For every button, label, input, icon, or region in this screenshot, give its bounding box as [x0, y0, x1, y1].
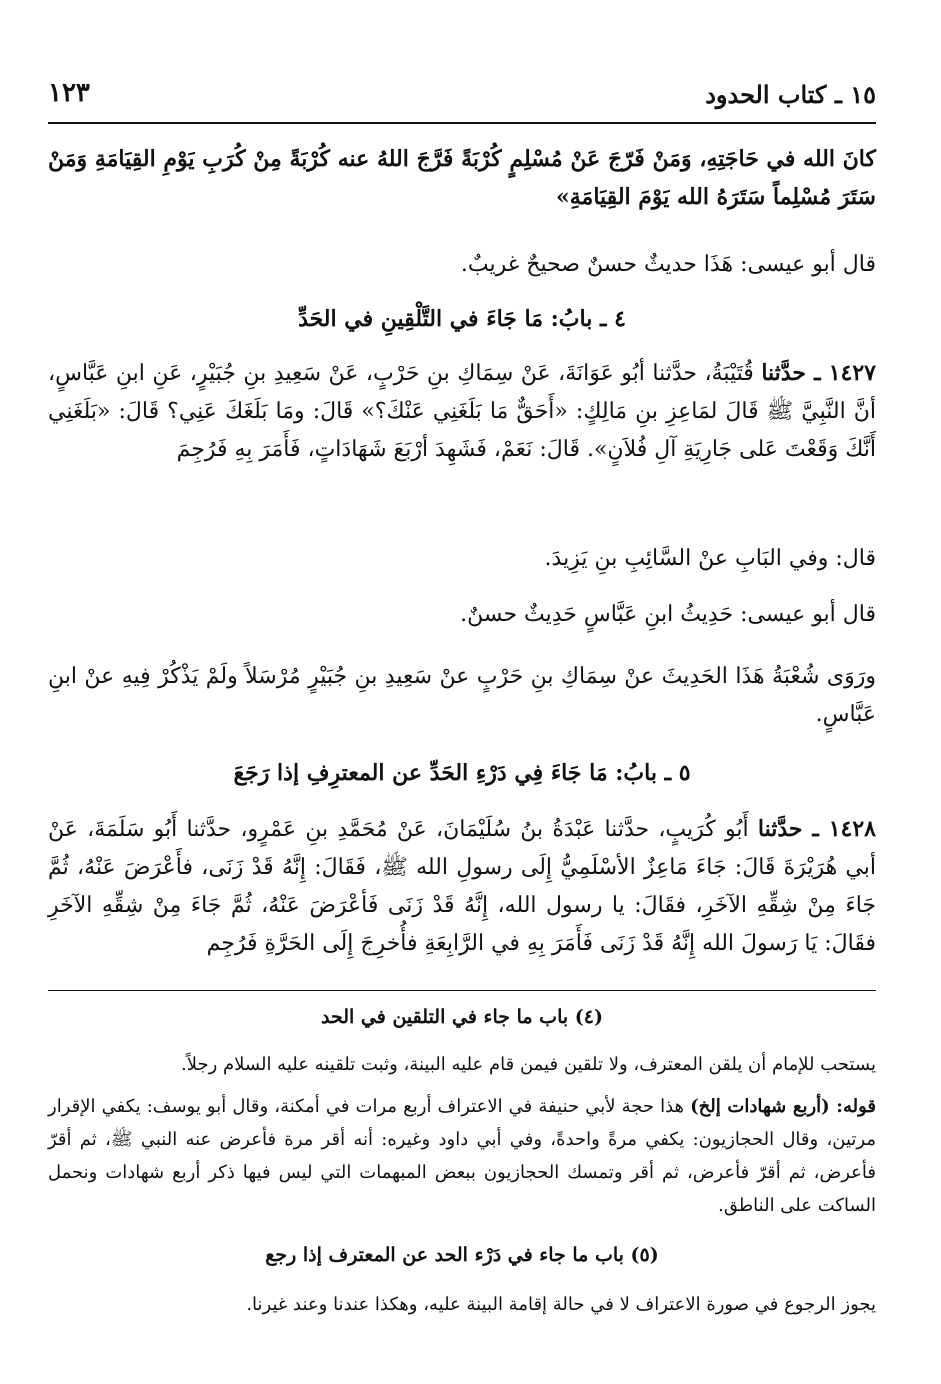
footnote-quote: قوله: (أربع شهادات إلخ) [690, 1096, 876, 1117]
header-rule [48, 122, 876, 124]
hadith-continuation: كانَ الله في حَاجَتِهِ، وَمَنْ فَرّجَ عَنْ مُسْلِمٍ كُرْبَةً فَرَّجَ اللهُ عنه كُرْبَةً مِنْ كُرَبِ يَوْمِ القِيَامَةِ وَمَنْ سَتَرَ مُسْلِماً سَتَرَهُ الله يَوْمَ القِيَامَةِ» [48, 146, 876, 210]
footnote-text-1: يستحب للإمام أن يلقن المعترف، ولا تلقين فيمن قام عليه البينة، وثبت تلقينه عليه السلام رجلاً. [181, 1054, 876, 1075]
hadith-1428 [48, 810, 876, 963]
hadith-1427 [48, 354, 876, 469]
hadith-body: أَبُو كُرَيبٍ، حدَّثنا عَبْدَةُ بنُ سُلَيْمَانَ، عَنْ مُحَمَّدِ بنِ عَمْرٍو، حدَّثنا أَبُو سَلَمَةَ، عَنْ أبي هُرَيْرَةَ قَالَ: جَاءَ مَاعِزٌ الأسْلَمِيُّ إِلَى رسولِ الله ﷺ، فَقَالَ: إِنَّهُ قَدْ زَنَى، فأَعْرَضَ عَنْهُ، ثُمَّ جَاءَ مِنْ شِقِّهِ الآخَرِ، فقَالَ: يا رسول الله، إِنَّهُ قَدْ زَنَى فَأعْرَضَ عَنْهُ، ثُمَّ جَاءَ مِنْ شِقِّهِ الآخَرِ فقَالَ: يَا رَسولَ الله إِنَّهُ قَدْ زَنَى فَأَمَرَ بِهِ في الرَّابِعَةِ فأُخرِجَ إِلَى الحَرَّةِ فَرُجِم [48, 817, 876, 956]
book-page [48, 60, 876, 1360]
grading-text: قال أبو عيسى: هَذَا حديثٌ حسنٌ صحيحٌ غريبٌ. [460, 252, 876, 277]
footnote-text-3: يجوز الرجوع في صورة الاعتراف لا في حالة إقامة البينة عليه، وهكذا عندنا وعند غيرنا. [246, 1294, 876, 1315]
hadith-body: قُتَيْبَةُ، حدَّثنا أبُو عَوَانَةَ، عَنْ سِمَاكِ بنِ حَرْبٍ، عَنْ سَعِيدِ بنِ جُبَيْرٍ، عَنِ ابنِ عَبَّاسٍ، أنَّ النَّبِيَّ ﷺ قَالَ لمَاعِزِ بنِ مَالِكٍ: «أَحَقٌّ مَا بَلَغَنِي عَنْكَ؟» قَالَ: ومَا بَلَغَكَ عَنِي؟ قَالَ: «بَلَغَنِي أَنَّكَ وَقَعْتَ عَلى جَارِيَةِ آلِ فُلاَنٍ». قَالَ: نَعَمْ، فَشَهِدَ أرْبَعَ شَهَادَاتٍ، فَأَمَرَ بِهِ فَرُجِمَ [48, 361, 876, 462]
running-title: ١٥ ـ كتاب الحدود [705, 80, 876, 109]
page-number: ١٢٣ [48, 78, 90, 108]
bab-note: قال: وفي البَابِ عنْ السَّائِبِ بنِ يَزِيدَ. [544, 546, 876, 571]
footnote-heading-4: (٤) باب ما جاء في التلقين في الحد [321, 1006, 603, 1028]
footnote-rule [48, 990, 876, 991]
page-header [48, 74, 876, 116]
hadith-number: ١٤٢٧ ـ حدَّثنا [761, 360, 876, 386]
chapter-4-heading: ٤ ـ بابُ: مَا جَاءَ في التَّلْقِينِ في الحَدِّ [298, 306, 626, 332]
footnote-text-2 [48, 1090, 876, 1222]
hadith-number: ١٤٢٨ ـ حدَّثنا [757, 816, 876, 842]
chapter-5-heading: ٥ ـ بابُ: مَا جَاءَ فِي دَرْءِ الحَدِّ عن المعترِفِ إذا رَجَعَ [233, 760, 691, 786]
footnote-heading-5: (٥) باب ما جاء في دَرْء الحد عن المعترف إذا رجع [265, 1244, 659, 1266]
footnote-body: هذا حجة لأبي حنيفة في الاعتراف أربع مرات في أمكنة، وقال أبو يوسف: يكفي الإقرار مرتين، وقال الحجازيون: يكفي مرةً واحدةً، وفي أبي داود وغيره: أنه أقر مرة فأعرض عنه النبي ﷺ، ثم أقرّ فأعرض، ثم أقرّ فأعرض، ثم أقر وتمسك الحجازيون ببعض المبهمات التي ليس فيها ذكر أربع شهادات ونحمل الساكت على الناطق. [48, 1096, 876, 1216]
riwaya-note: ورَوَى شُعْبَةُ هَذَا الحَدِيثَ عنْ سِمَاكِ بنِ حَرْبٍ عنْ سَعِيدِ بنِ جُبَيْرٍ مُرْسَلاً ولَمْ يَذْكُرْ فِيهِ عنْ ابنِ عَبَّاسٍ. [48, 664, 876, 727]
grading-text-2: قال أبو عيسى: حَدِيثُ ابنِ عَبَّاسٍ حَدِيثٌ حسنٌ. [460, 602, 876, 627]
